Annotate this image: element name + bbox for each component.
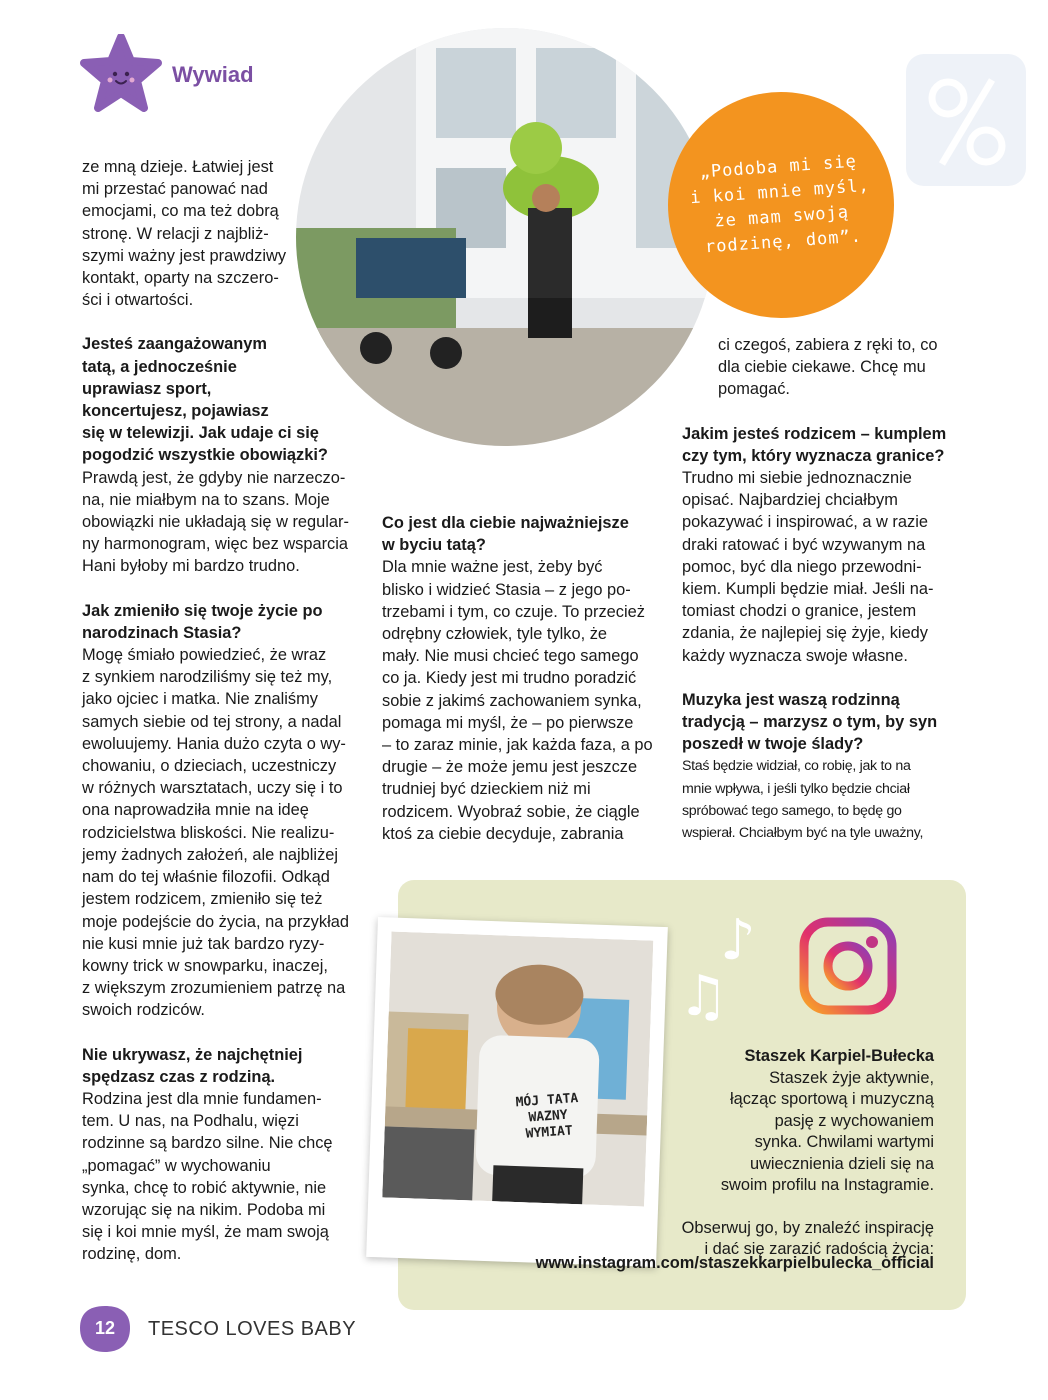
- percent-watermark-icon: [902, 50, 1032, 190]
- instagram-icon[interactable]: [796, 914, 900, 1018]
- col3-paragraph-1: ci czegoś, zabiera z ręki to, co dla ciebie ciekawe. Chcę mu pomagać.: [718, 336, 938, 399]
- profile-bio: Staszek żyje aktywnie, łącząc sportową i muzyczną pasję z wychowaniem synka. Chwilami wartymi uwiecznienia dzieli się na swoim profilu na Instagramie.: [720, 1068, 934, 1194]
- polaroid-photo-frame: [366, 917, 668, 1267]
- col1-paragraph-1: ze mną dzieje. Łatwiej jest mi przestać panować nad emocjami, co ma też dobrą stronę. W relacji z najbliż- szymi ważny jest prawdziwy kontakt, oparty na szczero- ści i otwartości.: [82, 158, 287, 310]
- col1-question-2: Jesteś zaangażowanym tatą, a jednocześnie uprawiasz sport, koncertujesz, pojawiasz się w telewizji. Jak udaje ci się pogodzić wszystkie obowiązki?: [82, 335, 328, 465]
- col2-answer: Dla mnie ważne jest, żeby być blisko i widzieć Stasia – z jego po- trzebami i tym, co czuje. To przecież odrębny człowiek, tyle tylko, że mały. Nie musi chcieć tego samego co ja. Kiedy jest mi trudno poradzić sobie z jakimś zachowaniem synka, pomaga mi myśl, że – po pierwsze – to zaraz minie, jak każda faza, a po drugie – że może jemu jest jeszcze trudniej być dzieckiem niż mi rodzicem. Wyobraź sobie, że ciągle ktoś za ciebie decyduje, zabrania: [382, 558, 653, 843]
- column-2: [382, 512, 666, 845]
- profile-name: Staszek Karpiel-Bułecka: [744, 1047, 934, 1065]
- col3-answer-3: Staś będzie widział, co robię, jak to na mnie wpływa, i jeśli tylko będzie chciał spróbować tego samego, to będę go wspierał. Chciałbym być na tyle uważny,: [682, 758, 924, 842]
- column-3: [682, 334, 968, 844]
- page-number: 12: [94, 1318, 116, 1338]
- music-note-icon: ♫: [678, 964, 729, 1029]
- col2-question: Co jest dla ciebie najważniejsze w byciu tatą?: [382, 514, 629, 555]
- col1-question-3: Jak zmieniło się twoje życie po narodzinach Stasia?: [82, 601, 323, 642]
- pull-quote-text: „Podoba mi się i koi mnie myśl, że mam swoją rodzinę, dom”.: [689, 151, 871, 258]
- col3-answer-2: Trudno mi siebie jednoznacznie opisać. Najbardziej chciałbym pokazywać i inspirować, a w razie draki ratować i być wzywanym na pomoc, być dla niego przewodni- kiem. Kumpli będzie miał. Jeśli na- tomiast chodzi o granice, jestem zdania, że najlepiej się żyje, kiedy każdy wyznacza swoje własne.: [682, 469, 934, 665]
- col1-question-4: Nie ukrywasz, że najchętniej spędzasz czas z rodziną.: [82, 1045, 303, 1086]
- section-title: Wywiad: [172, 62, 254, 87]
- magazine-brand: TESCO LOVES BABY: [148, 1318, 357, 1340]
- shirt-text: MÓJ TATA WAZNY WYMIAT: [515, 1090, 579, 1142]
- child-with-shirt-photo: [382, 932, 653, 1207]
- profile-cta: Obserwuj go, by znaleźć inspirację i dać się zarazić radością życia:: [681, 1218, 934, 1258]
- col3-question-3: Muzyka jest waszą rodzinną tradycją – marzysz o tym, by syn poszedł w twoje ślady?: [682, 690, 938, 754]
- column-1: [82, 156, 362, 1266]
- music-note-icon: ♪: [436, 1190, 482, 1274]
- instagram-profile: [640, 1046, 934, 1261]
- instagram-profile-link[interactable]: www.instagram.com/staszekkarpielbulecka_official: [535, 1254, 934, 1272]
- col3-question-2: Jakim jesteś rodzicem – kumplem czy tym, który wyznacza granice?: [682, 424, 947, 465]
- col1-answer-4: Rodzina jest dla mnie fundamen- tem. U nas, na Podhalu, więzi rodzinne są bardzo silne. Nie chcę „pomagać” w wychowaniu synka, chcę to robić aktywnie, nie wzorując się na nikim. Podoba mi się i koi mnie myśl, że mam swoją rodzinę, dom.: [82, 1089, 333, 1264]
- smiling-star-icon: [80, 34, 162, 112]
- pull-quote-badge: [668, 92, 894, 318]
- col1-answer-2: Prawdą jest, że gdyby nie narzeczo- na, nie miałbym na to szans. Moje obowiązki nie układają się w regular- ny harmonogram, więc bez wsparcia Hani byłoby mi bardzo trudno.: [82, 468, 349, 576]
- col1-answer-3: Mogę śmiało powiedzieć, że wraz z synkiem narodziliśmy się też my, jako ojciec i matka. Nie znaliśmy samych siebie od tej strony, a nadal ewoluujemy. Hania dużo czyta o wy- chowaniu, o dzieciach, uczestniczy w różnych warsztatach, uczy się i to ona naprowadziła mnie na ideę rodzicielstwa bliskości. Nie realizu- jemy żadnych założeń, ale najbliżej nam do tej właśnie filozofii. Odkąd jestem rodzicem, zmieniło się też moje podejście do życia, na przykład nie kusi mnie już tak bardzo ryzy- kowny trick w snowparku, inaczej, z większym zrozumieniem patrzę na swoich rodziców.: [82, 646, 349, 1020]
- music-note-icon: ♪: [720, 908, 756, 973]
